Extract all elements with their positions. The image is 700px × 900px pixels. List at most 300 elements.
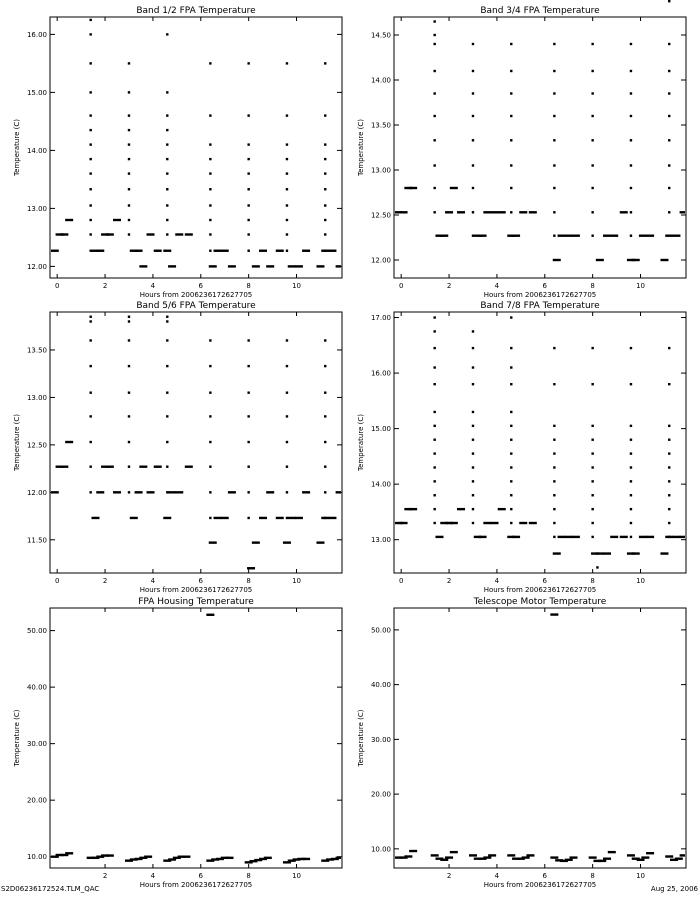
data-point bbox=[128, 188, 130, 190]
data-point bbox=[450, 187, 458, 189]
plot-frame bbox=[50, 608, 342, 868]
data-point bbox=[221, 250, 229, 252]
data-point bbox=[510, 316, 512, 318]
data-point bbox=[288, 265, 296, 267]
x-tick-label: 0 bbox=[398, 282, 404, 290]
data-point bbox=[591, 383, 593, 385]
data-point bbox=[247, 339, 249, 341]
data-point bbox=[128, 129, 130, 131]
data-point bbox=[89, 172, 91, 174]
data-point bbox=[519, 522, 527, 524]
data-point bbox=[668, 187, 670, 189]
data-point bbox=[553, 347, 555, 349]
x-tick-label: 2 bbox=[446, 282, 452, 290]
y-tick-label: 12.50 bbox=[26, 441, 47, 450]
data-point bbox=[646, 852, 654, 854]
data-point bbox=[440, 235, 448, 237]
data-point bbox=[596, 259, 604, 261]
data-point bbox=[51, 250, 59, 252]
data-point bbox=[113, 219, 121, 221]
y-tick-label: 16.00 bbox=[370, 369, 391, 378]
data-point bbox=[128, 233, 130, 235]
data-point bbox=[166, 204, 168, 206]
data-point bbox=[206, 614, 214, 616]
data-point bbox=[286, 365, 288, 367]
y-tick-label: 16.00 bbox=[26, 30, 47, 39]
data-point bbox=[139, 265, 147, 267]
data-point bbox=[668, 347, 670, 349]
data-point bbox=[630, 115, 632, 117]
data-point bbox=[89, 204, 91, 206]
data-point bbox=[286, 415, 288, 417]
chart-panel-1 bbox=[13, 6, 342, 299]
data-point bbox=[166, 143, 168, 145]
data-point bbox=[264, 857, 272, 859]
data-point bbox=[630, 466, 632, 468]
data-point bbox=[130, 517, 138, 519]
data-point bbox=[247, 567, 255, 569]
data-point bbox=[591, 466, 593, 468]
data-point bbox=[324, 441, 326, 443]
data-point bbox=[630, 187, 632, 189]
data-point bbox=[553, 383, 555, 385]
data-point bbox=[433, 34, 435, 36]
data-point bbox=[630, 43, 632, 45]
data-point bbox=[209, 250, 211, 252]
data-point bbox=[324, 158, 326, 160]
data-point bbox=[445, 856, 453, 858]
data-point bbox=[646, 235, 654, 237]
data-point bbox=[247, 441, 249, 443]
y-tick-label: 10.00 bbox=[370, 845, 391, 854]
x-tick-label: 10 bbox=[292, 872, 301, 880]
data-point bbox=[668, 139, 670, 141]
data-point bbox=[596, 552, 604, 554]
data-point bbox=[324, 466, 326, 468]
data-point bbox=[510, 211, 512, 213]
data-point bbox=[510, 494, 512, 496]
y-tick-label: 13.50 bbox=[370, 121, 391, 130]
data-point bbox=[286, 339, 288, 341]
data-point bbox=[558, 235, 566, 237]
data-point bbox=[60, 233, 68, 235]
data-point bbox=[553, 115, 555, 117]
data-point bbox=[610, 536, 618, 538]
data-point bbox=[632, 552, 640, 554]
x-tick-label: 6 bbox=[198, 872, 204, 880]
data-point bbox=[96, 491, 104, 493]
data-point bbox=[632, 259, 640, 261]
x-tick-label: 6 bbox=[542, 577, 548, 585]
data-point bbox=[154, 250, 162, 252]
data-point bbox=[324, 365, 326, 367]
data-point bbox=[507, 854, 515, 856]
y-tick-label: 12.00 bbox=[26, 488, 47, 497]
data-point bbox=[519, 211, 527, 213]
data-point bbox=[510, 70, 512, 72]
data-point bbox=[247, 62, 249, 64]
data-point bbox=[209, 466, 211, 468]
data-point bbox=[286, 143, 288, 145]
data-point bbox=[302, 250, 310, 252]
data-point bbox=[209, 339, 211, 341]
data-point bbox=[450, 522, 458, 524]
data-point bbox=[409, 187, 417, 189]
data-point bbox=[286, 62, 288, 64]
data-point bbox=[675, 857, 683, 859]
data-point bbox=[665, 855, 673, 857]
data-point bbox=[668, 70, 670, 72]
data-point bbox=[591, 439, 593, 441]
data-point bbox=[128, 491, 130, 493]
data-point bbox=[668, 466, 670, 468]
data-point bbox=[433, 70, 435, 72]
data-point bbox=[247, 365, 249, 367]
data-point bbox=[286, 158, 288, 160]
data-point bbox=[591, 425, 593, 427]
data-point bbox=[433, 411, 435, 413]
data-point bbox=[603, 857, 611, 859]
data-point bbox=[168, 491, 176, 493]
data-point bbox=[276, 517, 284, 519]
data-point bbox=[512, 235, 520, 237]
data-point bbox=[512, 536, 520, 538]
x-tick-label: 8 bbox=[246, 282, 251, 290]
data-point bbox=[668, 508, 670, 510]
x-axis-label: Hours from 2006236172627705 bbox=[483, 291, 597, 299]
data-point bbox=[433, 366, 435, 368]
data-point bbox=[433, 115, 435, 117]
data-point bbox=[608, 851, 616, 853]
data-point bbox=[483, 522, 491, 524]
y-axis-label: Temperature (C) bbox=[13, 414, 21, 471]
data-point bbox=[550, 856, 558, 858]
data-point bbox=[166, 172, 168, 174]
data-point bbox=[209, 219, 211, 221]
data-point bbox=[553, 536, 555, 538]
data-point bbox=[324, 250, 326, 252]
y-tick-label: 50.00 bbox=[370, 626, 391, 635]
data-point bbox=[433, 43, 435, 45]
data-point bbox=[247, 188, 249, 190]
data-point bbox=[247, 517, 249, 519]
data-point bbox=[89, 250, 91, 252]
y-tick-label: 13.00 bbox=[26, 204, 47, 213]
data-point bbox=[166, 391, 168, 393]
data-point bbox=[89, 316, 91, 318]
data-point bbox=[553, 466, 555, 468]
data-point bbox=[259, 250, 267, 252]
x-tick-label: 0 bbox=[54, 282, 60, 290]
footer-file-label: S2D06236172524.TLM_QAC bbox=[1, 885, 100, 893]
data-point bbox=[672, 536, 680, 538]
data-point bbox=[252, 265, 260, 267]
data-point bbox=[89, 339, 91, 341]
x-tick-label: 2 bbox=[102, 872, 108, 880]
data-point bbox=[440, 859, 448, 861]
data-point bbox=[472, 330, 474, 332]
y-tick-label: 15.00 bbox=[26, 88, 47, 97]
data-point bbox=[510, 115, 512, 117]
data-point bbox=[128, 365, 130, 367]
data-point bbox=[324, 339, 326, 341]
y-tick-label: 12.00 bbox=[370, 256, 391, 265]
data-point bbox=[668, 425, 670, 427]
data-point bbox=[491, 522, 499, 524]
data-point bbox=[89, 441, 91, 443]
data-point bbox=[591, 536, 593, 538]
data-point bbox=[324, 233, 326, 235]
data-point bbox=[214, 517, 222, 519]
data-point bbox=[630, 452, 632, 454]
data-point bbox=[591, 452, 593, 454]
data-point bbox=[472, 508, 474, 510]
data-point bbox=[286, 172, 288, 174]
data-point bbox=[630, 235, 632, 237]
data-point bbox=[286, 114, 288, 116]
data-point bbox=[128, 391, 130, 393]
y-tick-label: 13.00 bbox=[370, 166, 391, 175]
data-point bbox=[596, 566, 598, 568]
data-point bbox=[324, 415, 326, 417]
data-point bbox=[96, 250, 104, 252]
data-point bbox=[510, 164, 512, 166]
x-tick-label: 6 bbox=[542, 872, 548, 880]
data-point bbox=[247, 233, 249, 235]
data-point bbox=[433, 330, 435, 332]
data-point bbox=[591, 235, 593, 237]
data-point bbox=[51, 491, 59, 493]
data-point bbox=[553, 508, 555, 510]
data-point bbox=[65, 441, 73, 443]
x-tick-label: 4 bbox=[494, 577, 500, 585]
data-point bbox=[324, 143, 326, 145]
data-point bbox=[433, 480, 435, 482]
data-point bbox=[209, 517, 211, 519]
data-point bbox=[286, 441, 288, 443]
data-point bbox=[553, 235, 555, 237]
chart-title: Band 1/2 FPA Temperature bbox=[136, 6, 256, 16]
data-point bbox=[433, 522, 435, 524]
data-point bbox=[128, 204, 130, 206]
data-point bbox=[472, 383, 474, 385]
y-tick-label: 40.00 bbox=[26, 683, 47, 692]
data-point bbox=[510, 139, 512, 141]
data-point bbox=[433, 92, 435, 94]
data-point bbox=[324, 204, 326, 206]
data-point bbox=[630, 92, 632, 94]
data-point bbox=[591, 522, 593, 524]
data-point bbox=[324, 491, 326, 493]
data-point bbox=[630, 480, 632, 482]
data-point bbox=[247, 114, 249, 116]
data-point bbox=[498, 508, 506, 510]
chart-title: Band 5/6 FPA Temperature bbox=[136, 301, 256, 311]
data-point bbox=[472, 43, 474, 45]
x-tick-label: 10 bbox=[636, 872, 645, 880]
x-tick-label: 8 bbox=[590, 872, 595, 880]
data-point bbox=[400, 522, 408, 524]
data-point bbox=[286, 233, 288, 235]
data-point bbox=[433, 508, 435, 510]
data-point bbox=[598, 860, 606, 862]
data-point bbox=[630, 164, 632, 166]
data-point bbox=[209, 188, 211, 190]
data-point bbox=[247, 466, 249, 468]
y-tick-label: 20.00 bbox=[26, 796, 47, 805]
data-point bbox=[89, 320, 91, 322]
data-point bbox=[226, 857, 234, 859]
data-point bbox=[302, 491, 310, 493]
data-point bbox=[89, 491, 91, 493]
data-point bbox=[400, 211, 408, 213]
data-point bbox=[409, 850, 417, 852]
x-tick-label: 6 bbox=[198, 577, 204, 585]
data-point bbox=[286, 250, 288, 252]
data-point bbox=[639, 536, 647, 538]
y-tick-label: 13.50 bbox=[26, 346, 47, 355]
data-point bbox=[510, 508, 512, 510]
data-point bbox=[288, 517, 296, 519]
y-tick-label: 14.50 bbox=[370, 31, 391, 40]
data-point bbox=[510, 425, 512, 427]
data-point bbox=[565, 859, 573, 861]
x-tick-label: 10 bbox=[636, 282, 645, 290]
data-point bbox=[89, 158, 91, 160]
data-point bbox=[209, 415, 211, 417]
data-point bbox=[680, 854, 685, 856]
x-tick-label: 8 bbox=[590, 282, 595, 290]
chart-title: Telescope Motor Temperature bbox=[473, 597, 607, 607]
data-point bbox=[553, 139, 555, 141]
data-point bbox=[630, 536, 632, 538]
data-point bbox=[316, 265, 324, 267]
x-tick-label: 8 bbox=[590, 577, 595, 585]
data-point bbox=[209, 441, 211, 443]
y-tick-label: 30.00 bbox=[370, 735, 391, 744]
data-point bbox=[472, 494, 474, 496]
data-point bbox=[668, 494, 670, 496]
x-tick-label: 4 bbox=[494, 872, 500, 880]
data-point bbox=[209, 391, 211, 393]
data-point bbox=[228, 491, 236, 493]
data-point bbox=[433, 466, 435, 468]
data-point bbox=[286, 517, 288, 519]
data-point bbox=[526, 854, 534, 856]
data-point bbox=[630, 508, 632, 510]
y-axis-label: Temperature (C) bbox=[357, 414, 365, 471]
data-point bbox=[630, 70, 632, 72]
data-point bbox=[128, 62, 130, 64]
y-axis-label: Temperature (C) bbox=[13, 709, 21, 767]
data-point bbox=[529, 211, 537, 213]
data-point bbox=[65, 219, 73, 221]
data-point bbox=[620, 211, 628, 213]
x-tick-label: 10 bbox=[292, 282, 301, 290]
data-point bbox=[591, 187, 593, 189]
data-point bbox=[89, 365, 91, 367]
data-point bbox=[510, 466, 512, 468]
data-point bbox=[472, 187, 474, 189]
data-point bbox=[630, 494, 632, 496]
data-point bbox=[672, 235, 680, 237]
data-point bbox=[431, 854, 439, 856]
data-point bbox=[328, 250, 336, 252]
data-point bbox=[144, 855, 152, 857]
data-point bbox=[247, 143, 249, 145]
data-point bbox=[89, 415, 91, 417]
data-point bbox=[60, 466, 68, 468]
data-point bbox=[510, 187, 512, 189]
y-tick-label: 14.00 bbox=[26, 146, 47, 155]
data-point bbox=[668, 536, 670, 538]
data-point bbox=[166, 339, 168, 341]
data-point bbox=[510, 383, 512, 385]
data-point bbox=[166, 188, 168, 190]
x-tick-label: 8 bbox=[246, 577, 251, 585]
data-point bbox=[550, 613, 558, 615]
data-point bbox=[209, 233, 211, 235]
data-point bbox=[166, 33, 168, 35]
data-point bbox=[630, 347, 632, 349]
data-point bbox=[433, 211, 435, 213]
data-point bbox=[457, 211, 465, 213]
data-point bbox=[89, 391, 91, 393]
data-point bbox=[135, 491, 143, 493]
data-point bbox=[668, 383, 670, 385]
chart-panel-4 bbox=[357, 301, 686, 594]
data-point bbox=[89, 233, 91, 235]
data-point bbox=[89, 62, 91, 64]
chart-panel-3 bbox=[13, 301, 342, 594]
data-point bbox=[472, 139, 474, 141]
data-point bbox=[668, 164, 670, 166]
data-point bbox=[175, 491, 183, 493]
data-point bbox=[510, 347, 512, 349]
data-point bbox=[553, 552, 561, 554]
data-point bbox=[266, 265, 274, 267]
y-tick-label: 10.00 bbox=[26, 853, 47, 862]
data-point bbox=[166, 365, 168, 367]
data-point bbox=[591, 139, 593, 141]
data-point bbox=[166, 114, 168, 116]
data-point bbox=[247, 250, 249, 252]
data-point bbox=[553, 70, 555, 72]
y-tick-label: 12.50 bbox=[370, 211, 391, 220]
data-point bbox=[553, 494, 555, 496]
data-point bbox=[286, 188, 288, 190]
data-point bbox=[128, 339, 130, 341]
data-point bbox=[328, 517, 336, 519]
data-point bbox=[553, 187, 555, 189]
data-point bbox=[324, 517, 326, 519]
data-point bbox=[510, 92, 512, 94]
data-point bbox=[553, 425, 555, 427]
data-point bbox=[252, 541, 260, 543]
data-point bbox=[175, 233, 183, 235]
y-tick-label: 15.00 bbox=[370, 425, 391, 434]
data-point bbox=[182, 855, 190, 857]
data-point bbox=[283, 541, 291, 543]
x-tick-label: 2 bbox=[102, 577, 108, 585]
data-point bbox=[472, 211, 474, 213]
data-point bbox=[128, 415, 130, 417]
data-point bbox=[553, 259, 561, 261]
data-point bbox=[89, 188, 91, 190]
data-point bbox=[209, 62, 211, 64]
data-point bbox=[472, 115, 474, 117]
y-axis-label: Temperature (C) bbox=[357, 119, 365, 176]
